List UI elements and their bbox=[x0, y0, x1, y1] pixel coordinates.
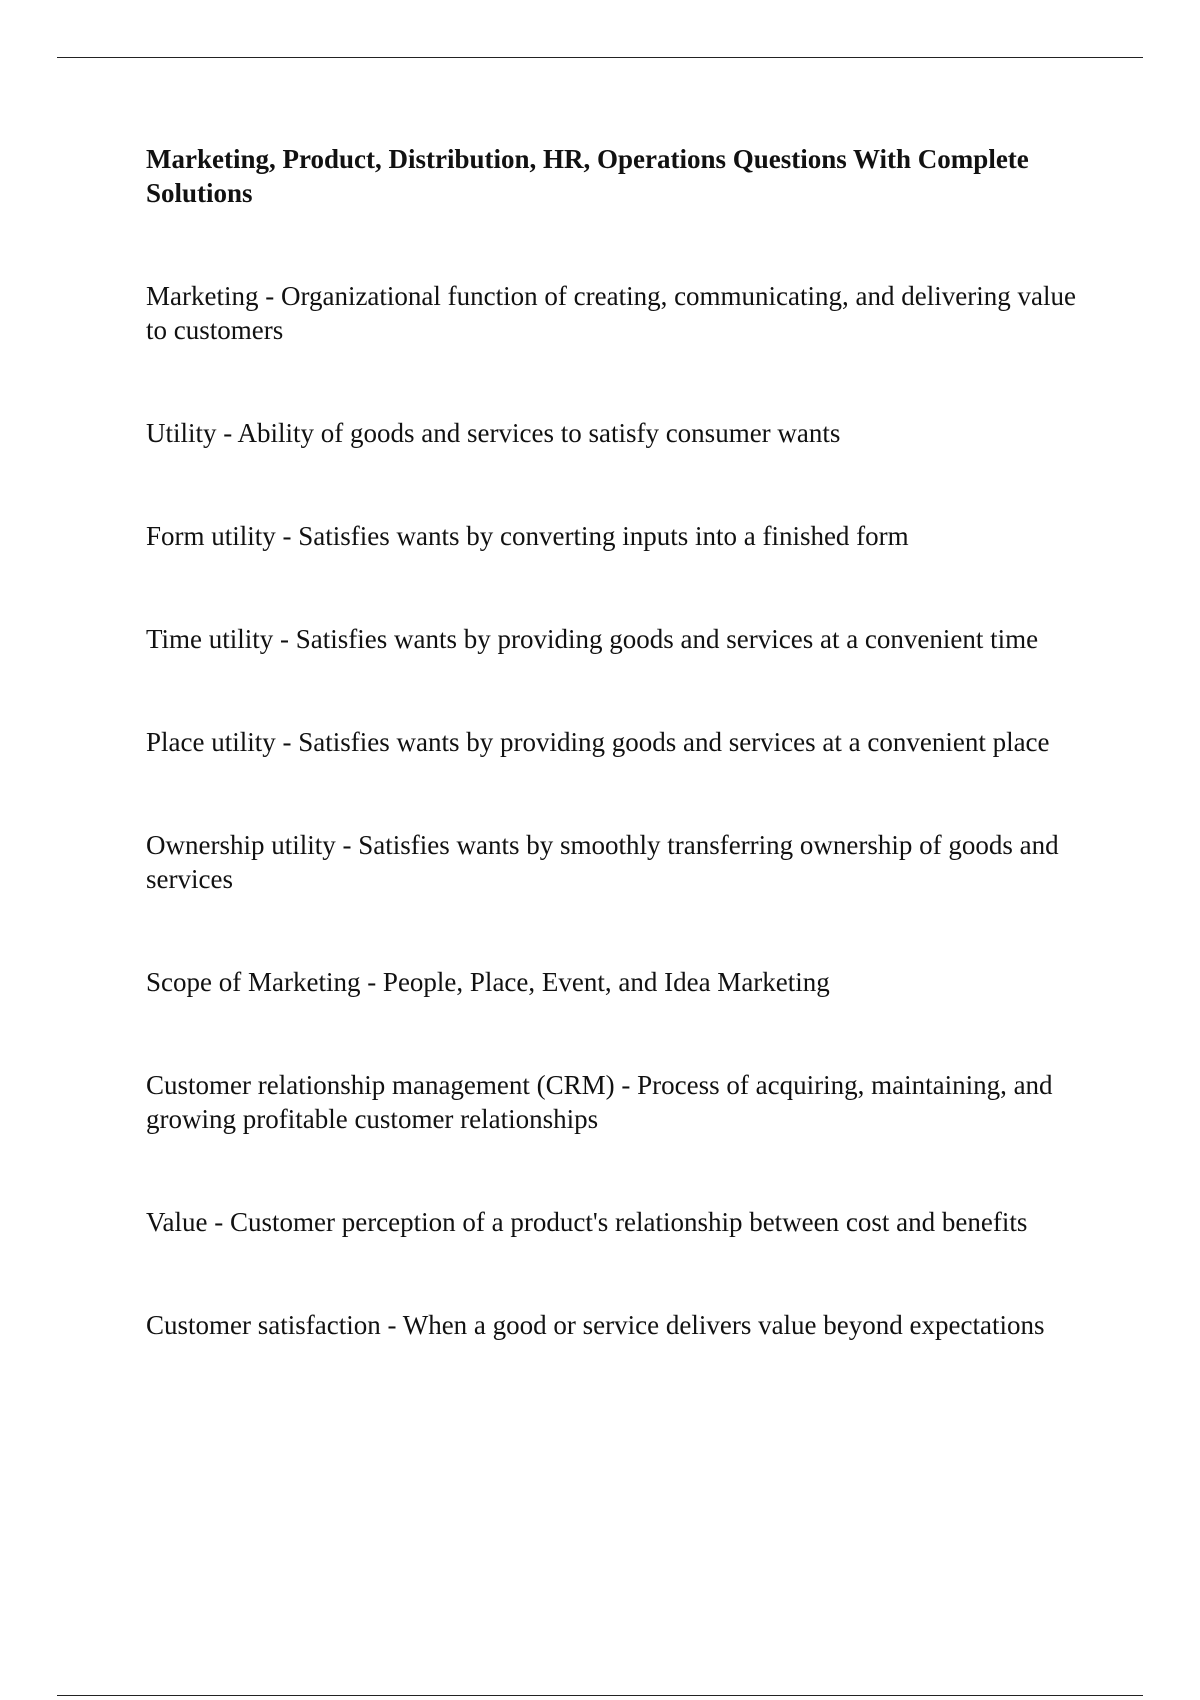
definition-list bbox=[146, 279, 1086, 1342]
document-title: Marketing, Product, Distribution, HR, Operations Questions With Complete Solutions bbox=[146, 144, 1029, 208]
document-body bbox=[146, 142, 1086, 1342]
definition-entry: Form utility - Satisfies wants by converting inputs into a finished form bbox=[146, 521, 909, 551]
definition-entry: Utility - Ability of goods and services to satisfy consumer wants bbox=[146, 418, 841, 448]
definition-entry: Ownership utility - Satisfies wants by smoothly transferring ownership of goods and services bbox=[146, 830, 1059, 894]
definition-entry: Value - Customer perception of a product's relationship between cost and benefits bbox=[146, 1207, 1028, 1237]
definition-entry: Customer relationship management (CRM) - Process of acquiring, maintaining, and growing profitable customer relationships bbox=[146, 1070, 1053, 1134]
bottom-divider bbox=[57, 1695, 1143, 1696]
definition-entry: Marketing - Organizational function of creating, communicating, and delivering value to customers bbox=[146, 281, 1076, 345]
definition-entry: Customer satisfaction - When a good or service delivers value beyond expectations bbox=[146, 1310, 1045, 1340]
top-divider bbox=[57, 57, 1143, 58]
definition-entry: Scope of Marketing - People, Place, Event, and Idea Marketing bbox=[146, 967, 830, 997]
definition-entry: Time utility - Satisfies wants by providing goods and services at a convenient time bbox=[146, 624, 1039, 654]
definition-entry: Place utility - Satisfies wants by providing goods and services at a convenient place bbox=[146, 727, 1050, 757]
